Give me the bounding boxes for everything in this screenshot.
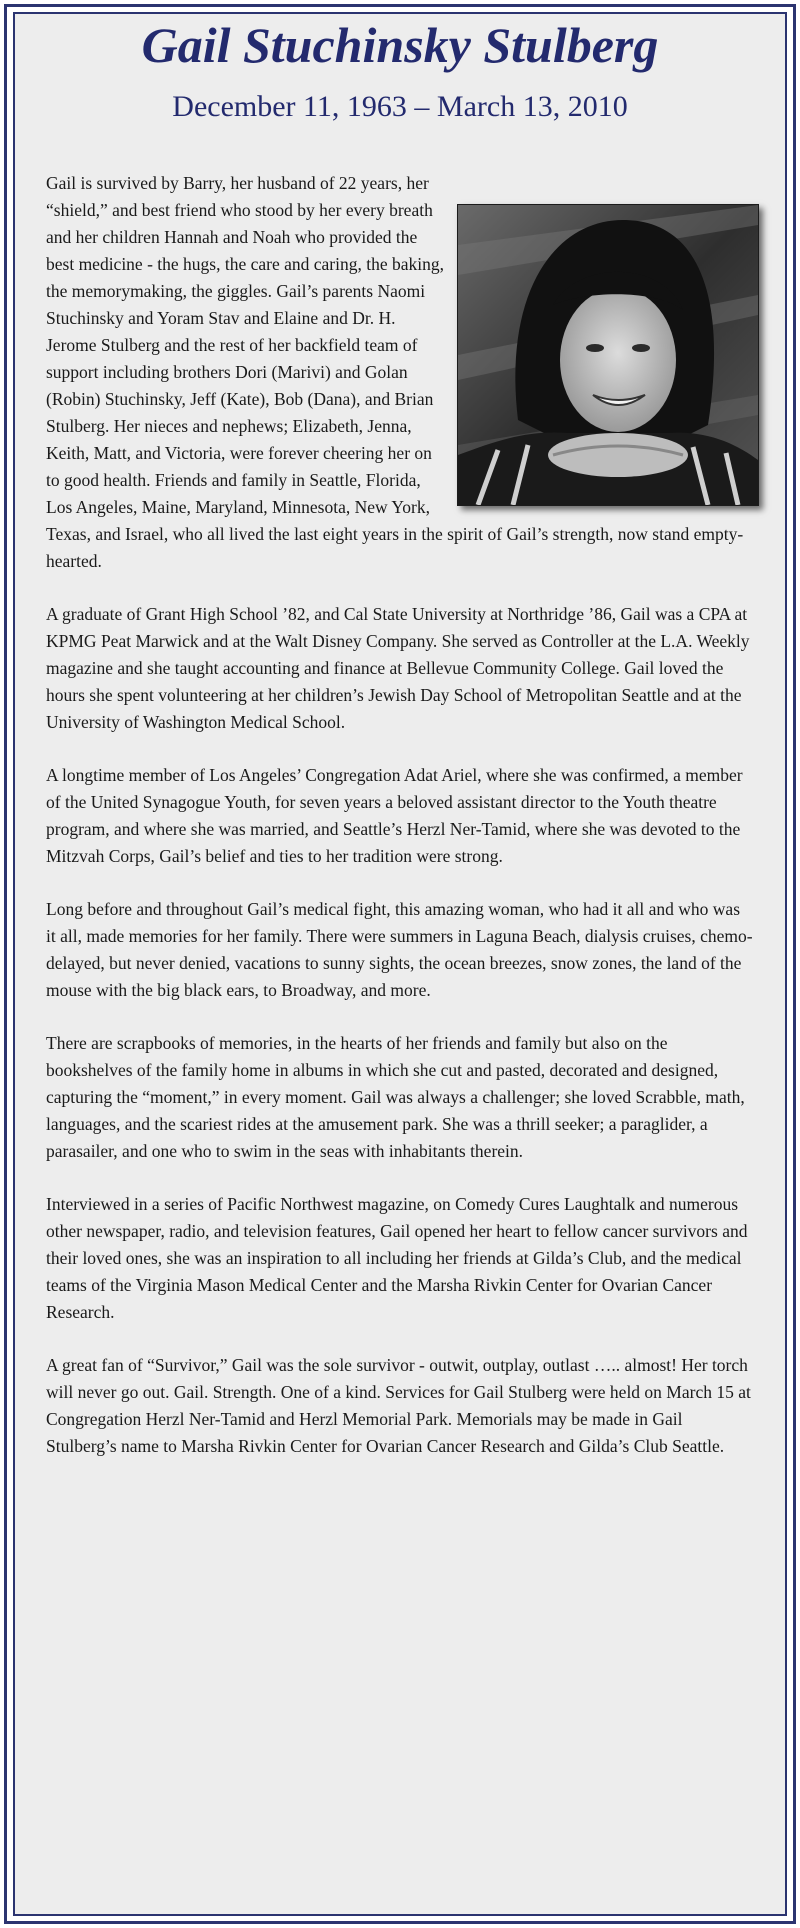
life-dates: December 11, 1963 – March 13, 2010 — [172, 90, 628, 123]
paragraph-interviews: Interviewed in a series of Pacific Northwest magazine, on Comedy Cures Laughtalk and numerous other newspaper, radio, and television features, Gail opened her heart to fellow cancer survivors and their loved ones, she was an inspiration to all including her friends at Gilda’s Club, and the medical teams of the Virginia Mason Medical Center and the Marsha Rivkin Center for Ovarian Cancer Research. — [46, 1194, 748, 1322]
paragraph-scrapbooks: There are scrapbooks of memories, in the hearts of her friends and family but also on the bookshelves of the family home in albums in which she cut and pasted, decorated and designed, capturing the “moment,” in every moment. Gail was always a challenger; she loved Scrabble, math, languages, and the scariest rides at the amusement park. She was a thrill seeker; a paraglider, a parasailer, and one who to swim in the seas with inhabitants therein. — [46, 1033, 745, 1161]
paragraph-services: A great fan of “Survivor,” Gail was the sole survivor - outwit, outplay, outlast ….. almost! Her torch will never go out. Gail. Strength. One of a kind. Services for Gail Stulberg were held on March 15 at Congregation Herzl Ner-Tamid and Herzl Memorial Park. Memorials may be made in Gail Stulberg’s name to Marsha Rivkin Center for Ovarian Cancer Research and Gilda’s Club Seattle. — [46, 1355, 751, 1456]
paragraph-congregation: A longtime member of Los Angeles’ Congregation Adat Ariel, where she was confirmed, a member of the United Synagogue Youth, for seven years a beloved assistant director to the Youth theatre program, and where she was married, and Seattle’s Herzl Ner-Tamid, where she was devoted to the Mitzvah Corps, Gail’s belief and ties to her tradition were strong. — [46, 765, 743, 866]
portrait-photo — [457, 204, 759, 506]
paragraph-memories: Long before and throughout Gail’s medical fight, this amazing woman, who had it all and who was it all, made memories for her family. There were summers in Laguna Beach, dialysis cruises, chemo-delayed, but never denied, vacations to sunny sights, the ocean breezes, snow zones, the land of the mouse with the big black ears, to Broadway, and more. — [46, 899, 753, 1000]
paragraph-career: A graduate of Grant High School ’82, and Cal State University at Northridge ’86, Gail was a CPA at KPMG Peat Marwick and at the Walt Disney Company. She served as Controller at the L.A. Weekly magazine and she taught accounting and finance at Bellevue Community College. Gail loved the hours she spent volunteering at her children’s Jewish Day School of Metropolitan Seattle and at the University of Washington Medical School. — [46, 604, 750, 732]
paragraph-family: Gail is survived by Barry, her husband of 22 years, her “shield,” and best friend who stood by her every breath and her children Hannah and Noah who provided the best medicine - the hugs, the care and caring, the baking, the memorymaking, the giggles. Gail’s parents Naomi Stuchinsky and Yoram Stav and Elaine and Dr. H. Jerome Stulberg and the rest of her backfield team of support including brothers Dori (Marivi) and Golan (Robin) Stuchinsky, Jeff (Kate), Bob (Dana), and Brian Stulberg. Her nieces and nephews; Elizabeth, Jenna, Keith, Matt, and Victoria, were forever cheering her on to good health. Friends and family in Seattle, Florida, Los Angeles, Maine, Maryland, Minnesota, New York, Texas, and Israel, who all lived the last eight years in the spirit of Gail’s strength, now stand empty-hearted. — [46, 170, 754, 575]
obituary-name-title: Gail Stuchinsky Stulberg — [141, 17, 659, 73]
obituary-body — [46, 170, 754, 1486]
